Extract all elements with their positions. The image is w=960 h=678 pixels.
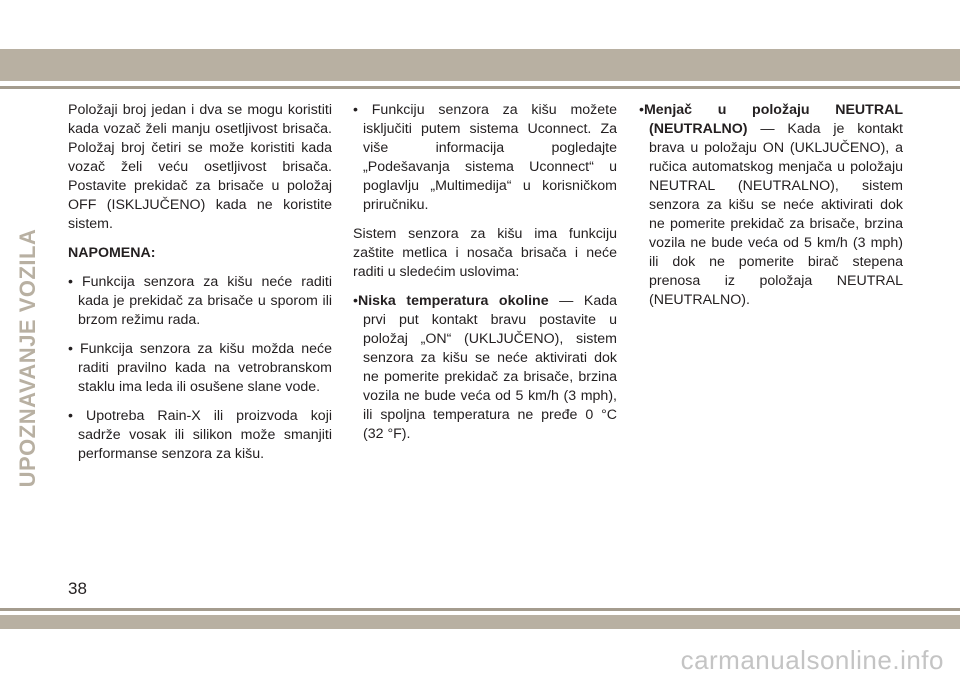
header-rule [0,86,960,89]
column-3 [639,101,903,320]
bullet-low-temperature: •Niska temperatura okoline — Kada prvi put kontakt bravu postavite u položaj „ON“ (UKLJUČENO), sistem senzora za kišu se neće aktivirati dok ne pomerite prekidač za brisače, brzina vozila ne bude veća od 5 km/h (3 mph), ili spoljna temperatura ne pređe 0 °C (32 °F). [353,293,617,442]
bullet-neutral: •Menjač u položaju NEUTRAL (NEUTRALNO) — Kada je kontakt brava u položaju ON (UKLJUČENO), a ručica automatskog menjača u položaju NEUTRAL (NEUTRALNO), sistem senzora za kišu se neće aktivirati dok ne pomerite prekidač za brisače, brzina vozila ne bude veća od 5 km/h (3 mph) ili dok ne pomerite birač stepena prenosa iz položaja NEUTRAL (NEUTRALNO). [639,102,903,308]
paragraph-protection: Sistem senzora za kišu ima funkciju zaštite metlica i nosača brisača i neće raditi u sledećim uslovima: [353,226,617,280]
footer-rule [0,608,960,611]
bullet-lead: Niska temperatura okoline [357,293,549,309]
header-band [0,49,960,81]
page-number: 38 [68,579,87,598]
note-bullet-text: Funkcija senzora za kišu možda neće raditi pravilno kada na vetrobranskom staklu ima leda ili osušene slane vode. [78,341,332,395]
section-title: UPOZNAVANJE VOZILA [15,228,40,488]
bullet-text: Funkciju senzora za kišu možete isključiti putem sistema Uconnect. Za više informacija pogledajte „Podešavanja sistema Uconnect“ u poglavlju „Multimedija“ u korisničkom priručniku. [363,102,617,213]
bullet-text: — Kada je kontakt brava u položaju ON (UKLJUČENO), a ručica automatskog menjača u položaju NEUTRAL (NEUTRALNO), sistem senzora za kišu se neće aktivirati dok ne pomerite prekidač za brisače, brzina vozila ne bude veća od 5 km/h (3 mph) ili dok ne pomerite birač stepena prenosa iz položaja NEUTRAL (NEUTRALNO). [649,121,903,308]
footer-band [0,615,960,629]
bullet-text: — Kada prvi put kontakt bravu postavite u položaj „ON“ (UKLJUČENO), sistem senzora za kišu se neće aktivirati dok ne pomerite prekidač za brisače, brzina vozila ne bude veća od 5 km/h (3 mph), ili spoljna temperatura ne pređe 0 °C (32 °F). [363,293,617,442]
bullet-uconnect: • Funkciju senzora za kišu možete isključiti putem sistema Uconnect. Za više informacija pogledajte „Podešavanja sistema Uconnect“ u poglavlju „Multimedija“ u korisničkom priručniku. [353,102,617,213]
watermark: carmanualsonline.info [680,645,944,675]
note-bullet-text: Funkcija senzora za kišu neće raditi kada je prekidač za brisače u sporom ili brzom režimu rada. [78,274,332,328]
note-bullet-text: Upotreba Rain-X ili proizvoda koji sadrže vosak ili silikon može smanjiti performanse senzora za kišu. [78,408,332,462]
bullet-lead: Menjač u položaju NEUTRAL (NEUTRALNO) [643,102,903,137]
column-1 [68,101,332,474]
note-label: NAPOMENA: [68,245,156,261]
column-2 [353,101,617,454]
note-bullet-2: • Funkcija senzora za kišu možda neće raditi pravilno kada na vetrobranskom staklu ima leda ili osušene slane vode. [68,341,332,395]
paragraph-sensitivity: Položaji broj jedan i dva se mogu koristiti kada vozač želi manju osetljivost brisača. Položaj broj četiri se može koristiti kada vozač želi veću osetljivost brisača. Postavite prekidač za brisače u položaj OFF (ISKLJUČENO) kada ne koristite sistem. [68,102,332,232]
note-bullet-3: • Upotreba Rain-X ili proizvoda koji sadrže vosak ili silikon može smanjiti performanse senzora za kišu. [68,408,332,462]
note-bullet-1: • Funkcija senzora za kišu neće raditi kada je prekidač za brisače u sporom ili brzom režimu rada. [68,274,332,328]
